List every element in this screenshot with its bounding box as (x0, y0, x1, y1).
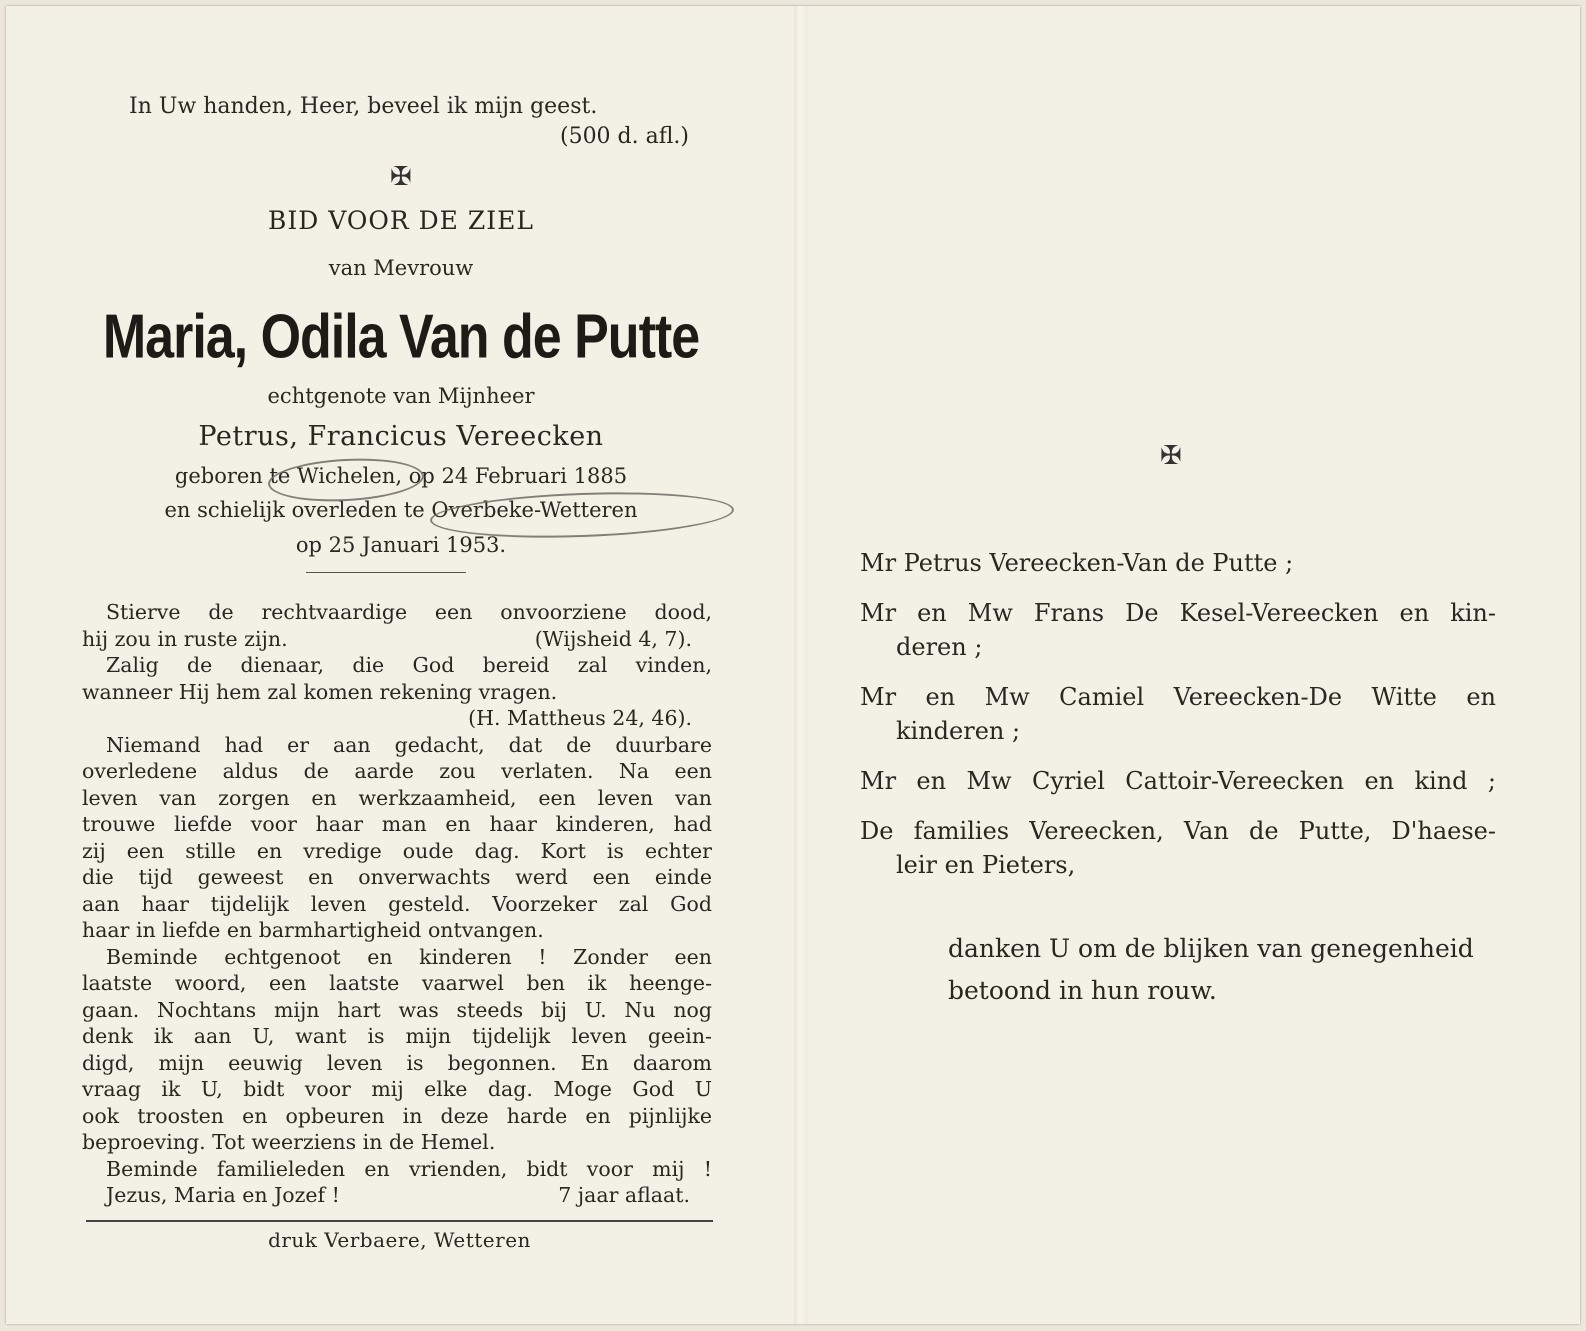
closing-prayer: Jezus, Maria en Jozef ! (106, 1183, 340, 1207)
family-list (860, 546, 1496, 898)
poem-line: Beminde familieleden en vrienden, bidt voor mij ! (106, 1156, 712, 1181)
epigraph-text: In Uw handen, Heer, beveel ik mijn geest. (129, 94, 598, 119)
poem-line: denk ik aan U, want is mijn tijdelijk leven geein- (82, 1024, 712, 1048)
prayer-text (82, 599, 712, 1209)
family-line: De families Vereecken, Van de Putte, D'haese- (860, 817, 1496, 845)
poem-line: zij een stille en vredige oude dag. Kort is echter (82, 838, 712, 863)
family-entry (860, 814, 1496, 882)
poem-line: die tijd geweest en onverwachts werd een einde (82, 865, 712, 889)
deceased-name: Maria, Odila Van de Putte (102, 302, 700, 372)
poem-line: beproeving. Tot weerziens in de Hemel. (82, 1130, 496, 1154)
poem-line (82, 626, 712, 653)
heading: BID VOOR DE ZIEL (268, 206, 534, 235)
printer-credit: druk Verbaere, Wetteren (268, 1228, 531, 1252)
epigraph-reference: (500 d. afl.) (559, 124, 689, 149)
memorial-card (6, 6, 1580, 1324)
poem-line: digd, mijn eeuwig leven is begonnen. En daarom (82, 1050, 712, 1075)
left-page (6, 6, 794, 1324)
poem-line-text: hij zou in ruste zijn. (82, 626, 288, 651)
poem-line: Stierve de rechtvaardige een onvoorziene dood, (106, 600, 712, 624)
poem-line: laatste woord, een laatste vaarwel ben ik heenge- (82, 971, 712, 995)
family-entry (860, 546, 1496, 580)
death-line: en schielijk overleden te Overbeke-Wetteren (164, 498, 638, 522)
poem-line: ook troosten en opbeuren in deze harde en pijnlijke (82, 1103, 712, 1128)
family-line: Mr en Mw Cyriel Cattoir-Vereecken en kind ; (860, 767, 1496, 795)
bottom-divider (86, 1220, 713, 1222)
poem-line: haar in liefde en barmhartigheid ontvangen. (82, 918, 544, 942)
card-fold (794, 6, 808, 1324)
poem-line (82, 1182, 712, 1209)
divider (306, 572, 466, 573)
title-intro: van Mevrouw (328, 256, 474, 280)
family-entry (860, 764, 1496, 798)
poem-line: Niemand had er aan gedacht, dat de duurbare (106, 732, 712, 757)
closing-line: betoond in hun rouw. (948, 976, 1217, 1005)
family-entry (860, 680, 1496, 748)
spouse-intro: echtgenote van Mijnheer (267, 384, 535, 408)
poem-line: gaan. Nochtans mijn hart was steeds bij U. Nu nog (82, 997, 712, 1022)
family-line: Mr en Mw Camiel Vereecken-De Witte en (860, 683, 1496, 711)
epigraph (129, 92, 689, 152)
family-line-continued: leir en Pieters, (896, 851, 1076, 879)
poem-reference: (Wijsheid 4, 7). (534, 626, 692, 651)
indulgence: 7 jaar aflaat. (558, 1183, 690, 1207)
poem-line: trouwe liefde voor haar man en haar kinderen, had (82, 812, 712, 836)
family-line: Mr en Mw Frans De Kesel-Vereecken en kin- (860, 599, 1496, 627)
poem-line: Zalig de dienaar, die God bereid zal vinden, (106, 653, 712, 677)
family-line-continued: kinderen ; (896, 717, 1021, 745)
family-line-continued: deren ; (896, 633, 983, 661)
right-page (808, 6, 1580, 1324)
closing-thanks (948, 928, 1498, 1012)
poem-line: overledene aldus de aarde zou verlaten. Na een (82, 759, 712, 783)
family-line: Mr Petrus Vereecken-Van de Putte ; (860, 549, 1294, 577)
poem-line: leven van zorgen en werkzaamheid, een leven van (82, 785, 712, 810)
cross-icon: ✠ (390, 162, 412, 192)
family-entry (860, 596, 1496, 664)
cross-icon: ✠ (1160, 441, 1182, 471)
poem-line: aan haar tijdelijk leven gesteld. Voorzeker zal God (82, 891, 712, 916)
death-date: op 25 Januari 1953. (295, 533, 507, 557)
poem-reference: (H. Mattheus 24, 46). (468, 706, 692, 730)
poem-line: wanneer Hij hem zal komen rekening vragen. (82, 679, 558, 704)
birth-line: geboren te Wichelen, op 24 Februari 1885 (174, 464, 628, 488)
poem-line: Beminde echtgenoot en kinderen ! Zonder een (106, 944, 712, 969)
spouse-name: Petrus, Francicus Vereecken (198, 421, 604, 452)
closing-line: danken U om de blijken van genegenheid (948, 934, 1474, 963)
poem-line: vraag ik U, bidt voor mij elke dag. Moge God U (82, 1077, 712, 1101)
